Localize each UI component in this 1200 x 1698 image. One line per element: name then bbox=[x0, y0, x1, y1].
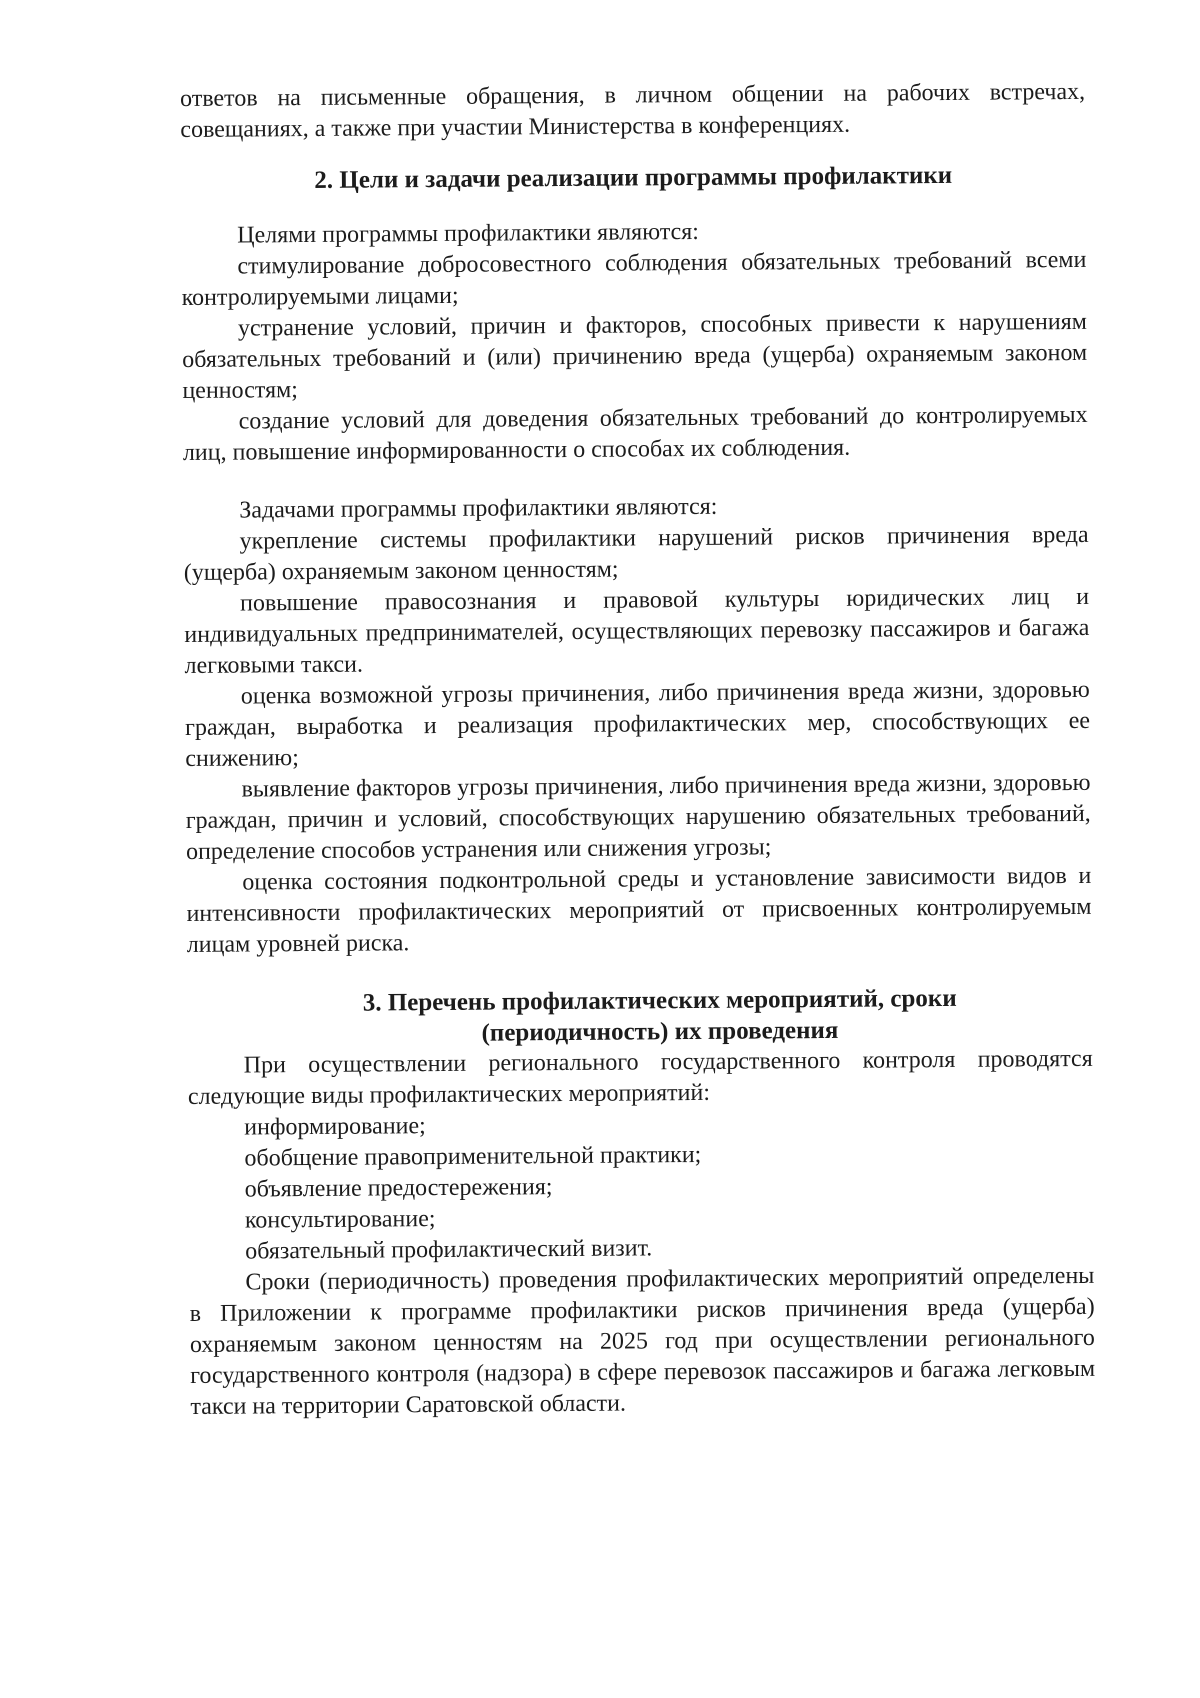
goals-intro: Целями программы профилактики являются: bbox=[237, 218, 700, 249]
task-item: повышение правосознания и правовой культуры юридических лиц и индивидуальных предпринимателей, осуществляющих перевозку пассажиров и багажа легковыми такси. bbox=[184, 583, 1090, 679]
goal-item: стимулирование добросовестного соблюдения обязательных требований всеми контролируемыми лицами; bbox=[181, 246, 1087, 311]
task-item: оценка возможной угрозы причинения, либо причинения вреда жизни, здоровью граждан, выработка и реализация профилактических мер, способствующих ее снижению; bbox=[184, 676, 1091, 772]
measure-item: информирование; bbox=[244, 1113, 426, 1141]
goal-item: создание условий для доведения обязательных требований до контролируемых лиц, повышение информированности о способах их соблюдения. bbox=[182, 401, 1088, 466]
section-3-title bbox=[187, 982, 1092, 1051]
section-3-title-line-1: 3. Перечень профилактических мероприятий, сроки bbox=[362, 984, 957, 1017]
intro-continuation: ответов на письменные обращения, в личном общении на рабочих встречах, совещаниях, а также при участии Министерства в конференциях. bbox=[180, 78, 1086, 143]
timing-paragraph: Сроки (периодичность) проведения профилактических мероприятий определены в Приложении к программе профилактики рисков причинения вреда (ущерба) охраняемым законом ценностям на 2025 год при осуществлении регионального государственного контроля (надзора) в сфере перевозок пассажиров и багажа легковым такси на территории Саратовской области. bbox=[189, 1262, 1096, 1420]
measures-intro: При осуществлении регионального государственного контроля проводятся следующие виды профилактических мероприятий: bbox=[187, 1045, 1093, 1110]
measure-item: консультирование; bbox=[244, 1206, 436, 1234]
measure-item: обязательный профилактический визит. bbox=[245, 1235, 653, 1265]
section-3-title-line-2: (периодичность) их проведения bbox=[481, 1016, 839, 1047]
tasks-intro: Задачами программы профилактики являются: bbox=[239, 493, 718, 524]
measure-item: объявление предостережения; bbox=[244, 1174, 553, 1203]
task-item: оценка состояния подконтрольной среды и установление зависимости видов и интенсивности профилактических мероприятий от присвоенных контролируемым лицам уровней риска. bbox=[186, 862, 1092, 958]
goal-item: устранение условий, причин и факторов, способных привести к нарушениям обязательных требований и (или) причинению вреда (ущерба) охраняемым законом ценностям; bbox=[182, 308, 1088, 404]
section-2-title: 2. Цели и задачи реализации программы профилактики bbox=[314, 161, 953, 194]
measure-item: обобщение правоприменительной практики; bbox=[244, 1141, 702, 1172]
document-page bbox=[180, 77, 1095, 1423]
task-item: укрепление системы профилактики нарушений рисков причинения вреда (ущерба) охраняемым законом ценностям; bbox=[183, 521, 1089, 586]
task-item: выявление факторов угрозы причинения, либо причинения вреда жизни, здоровью граждан, причин и условий, способствующих нарушению обязательных требований, определение способов устранения или снижения угрозы; bbox=[185, 769, 1091, 865]
